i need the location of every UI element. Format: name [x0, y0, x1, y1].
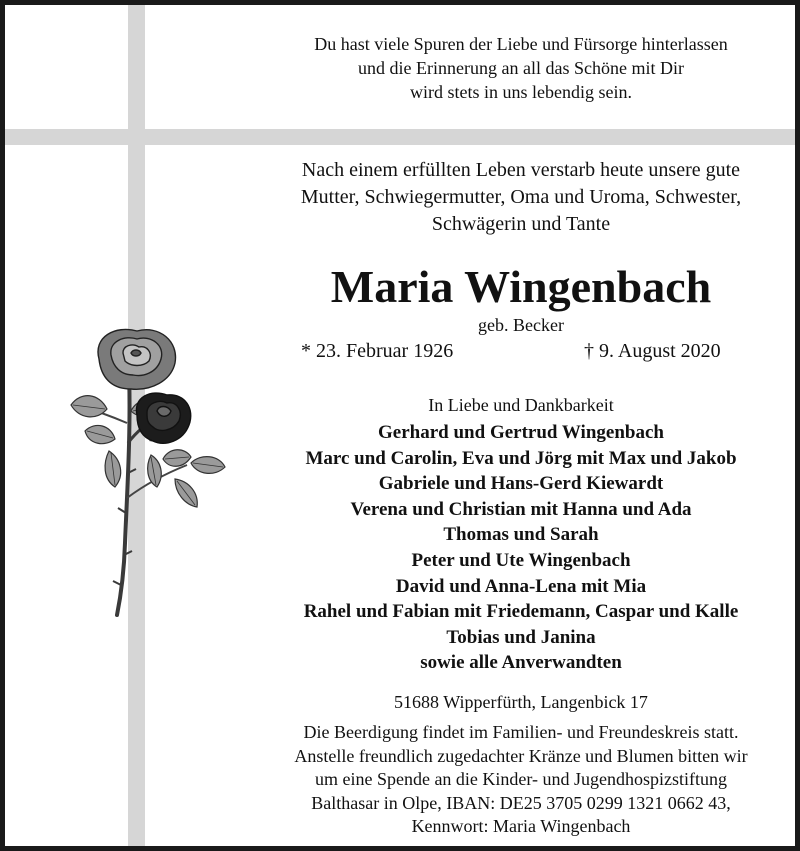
family-address: 51688 Wipperfürth, Langenbick 17 [394, 692, 648, 712]
maiden-name: geb. Becker [478, 315, 564, 335]
funeral-notice [255, 721, 787, 839]
memorial-verse [275, 32, 767, 104]
birth-date: * 23. Februar 1926 [301, 340, 454, 362]
funeral-line: um eine Spende an die Kinder- und Jugendhospizstiftung [314, 769, 728, 789]
mourner-line: David und Anna-Lena mit Mia [395, 575, 647, 597]
funeral-line: Die Beerdigung findet im Familien- und Freundeskreis statt. [303, 722, 739, 742]
intro-line: Nach einem erfüllten Leben verstarb heute unsere gute [301, 159, 741, 181]
mourner-line: Gerhard und Gertrud Wingenbach [378, 422, 664, 443]
deceased-name: Maria Wingenbach [330, 261, 712, 312]
funeral-line: Anstelle freundlich zugedachter Kränze und Blumen bitten wir [294, 745, 748, 766]
verse-line: Du hast viele Spuren der Liebe und Fürsorge hinterlassen [314, 34, 728, 54]
funeral-line: Kennwort: Maria Wingenbach [411, 816, 631, 836]
mourner-line: Verena und Christian mit Hanna und Ada [350, 498, 692, 520]
death-announcement [255, 157, 787, 238]
mourner-line: Gabriele und Hans-Gerd Kiewardt [378, 473, 664, 495]
verse-line: und die Erinnerung an all das Schöne mit Dir [358, 58, 684, 78]
intro-line: Mutter, Schwiegermutter, Oma und Uroma, Schwester, [300, 186, 742, 208]
death-date: † 9. August 2020 [584, 340, 721, 362]
verse-line: wird stets in uns lebendig sein. [410, 82, 632, 102]
mourner-line: Thomas und Sarah [443, 524, 599, 546]
mourner-line: Peter und Ute Wingenbach [411, 549, 631, 571]
love-line: In Liebe und Dankbarkeit [428, 395, 614, 415]
mourners-list [255, 420, 787, 676]
mourner-line: Marc und Carolin, Eva und Jörg mit Max und Jakob [305, 447, 737, 469]
mourner-line: Tobias und Janina [446, 626, 596, 648]
rose-icon [67, 323, 231, 623]
cross-icon-horizontal-bar [5, 129, 795, 145]
funeral-line: Balthasar in Olpe, IBAN: DE25 3705 0299 1321 0662 43, [311, 792, 731, 813]
mourner-line: sowie alle Anverwandten [420, 652, 622, 674]
intro-line: Schwägerin und Tante [431, 213, 611, 235]
mourner-line: Rahel und Fabian mit Friedemann, Caspar und Kalle [303, 601, 739, 623]
